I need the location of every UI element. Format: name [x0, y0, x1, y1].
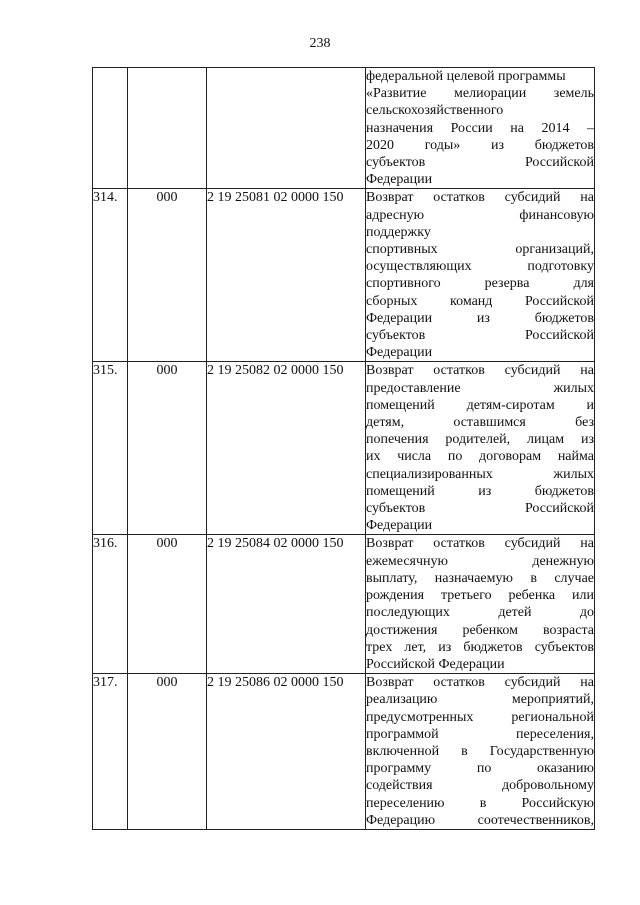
- description-line: сборных команд Российской: [366, 293, 594, 309]
- description-line: поддержку: [366, 224, 431, 240]
- description-line: Федерации из бюджетов: [366, 310, 594, 326]
- budget-classification-code: 2 19 25082 02 0000 150: [207, 362, 366, 535]
- description-line: последующих детей до: [366, 605, 594, 621]
- admin-code: [128, 68, 207, 189]
- table-row: [93, 674, 595, 830]
- budget-classification-code: 2 19 25086 02 0000 150: [207, 674, 366, 830]
- description-line: спортивных организаций,: [366, 242, 594, 258]
- row-number: 317.: [93, 674, 128, 830]
- description-line: Возврат остатков субсидий на: [366, 363, 594, 379]
- revenue-description: [366, 189, 595, 362]
- description-line: федеральной целевой программы: [366, 69, 566, 84]
- budget-classification-code: 2 19 25084 02 0000 150: [207, 535, 366, 674]
- description-line: рождения третьего ребенка или: [366, 588, 594, 604]
- description-line: специализированных жилых: [366, 466, 594, 482]
- admin-code: 000: [128, 362, 207, 535]
- description-line: помещений детям-сиротам и: [366, 397, 594, 413]
- row-number: 315.: [93, 362, 128, 535]
- row-number: 316.: [93, 535, 128, 674]
- table-body: [93, 68, 595, 830]
- description-line: Возврат остатков субсидий на: [366, 536, 594, 552]
- description-line: Возврат остатков субсидий на: [366, 675, 594, 691]
- description-line: Федерации: [366, 518, 433, 534]
- budget-classification-code: 2 19 25081 02 0000 150: [207, 189, 366, 362]
- description-line: адресную финансовую: [366, 207, 594, 223]
- description-line: «Развитие мелиорации земель: [366, 86, 594, 102]
- description-line: программой переселения,: [366, 726, 594, 742]
- row-number: 314.: [93, 189, 128, 362]
- revenue-description: [366, 362, 595, 535]
- table-row: [93, 189, 595, 362]
- description-line: Федерации: [366, 172, 433, 188]
- description-line: достижения ребенком возраста: [366, 622, 594, 638]
- description-line: попечения родителей, лицам из: [366, 432, 594, 448]
- description-line: осуществляющих подготовку: [366, 259, 594, 275]
- table-row: [93, 362, 595, 535]
- description-line: Федерации: [366, 345, 433, 361]
- classification-table: [92, 67, 595, 830]
- description-line: помещений из бюджетов: [366, 483, 594, 499]
- description-line: переселению в Российскую: [366, 795, 594, 811]
- description-line: выплату, назначаемую в случае: [366, 570, 594, 586]
- description-line: содействия добровольному: [366, 778, 594, 794]
- description-line: реализацию мероприятий,: [366, 692, 594, 708]
- description-line: детям, оставшимся без: [366, 415, 594, 431]
- admin-code: 000: [128, 535, 207, 674]
- admin-code: 000: [128, 189, 207, 362]
- budget-classification-code: [207, 68, 366, 189]
- description-line: спортивного резерва для: [366, 276, 594, 292]
- description-line: Возврат остатков субсидий на: [366, 190, 594, 206]
- description-line: сельскохозяйственного: [366, 103, 504, 119]
- description-line: субъектов Российской: [366, 155, 594, 171]
- description-line: назначения России на 2014 –: [366, 120, 594, 136]
- revenue-description: [366, 68, 595, 189]
- description-line: трех лет, из бюджетов субъектов: [366, 639, 594, 655]
- revenue-description: [366, 535, 595, 674]
- description-line: предусмотренных региональной: [366, 709, 594, 725]
- description-line: ежемесячную денежную: [366, 553, 594, 569]
- revenue-description: [366, 674, 595, 830]
- description-line: 2020 годы» из бюджетов: [366, 137, 594, 153]
- description-line: субъектов Российской: [366, 328, 594, 344]
- description-line: включенной в Государственную: [366, 743, 594, 759]
- page-number: 238: [309, 36, 331, 51]
- description-line: субъектов Российской: [366, 501, 594, 517]
- table-row: [93, 68, 595, 189]
- description-line: их числа по договорам найма: [366, 449, 594, 465]
- description-line: Федерацию соотечественников,: [366, 812, 594, 828]
- table-row: [93, 535, 595, 674]
- description-line: программу по оказанию: [366, 761, 594, 777]
- description-line: предоставление жилых: [366, 380, 594, 396]
- description-line: Российской Федерации: [366, 656, 505, 672]
- admin-code: 000: [128, 674, 207, 830]
- row-number: [93, 68, 128, 189]
